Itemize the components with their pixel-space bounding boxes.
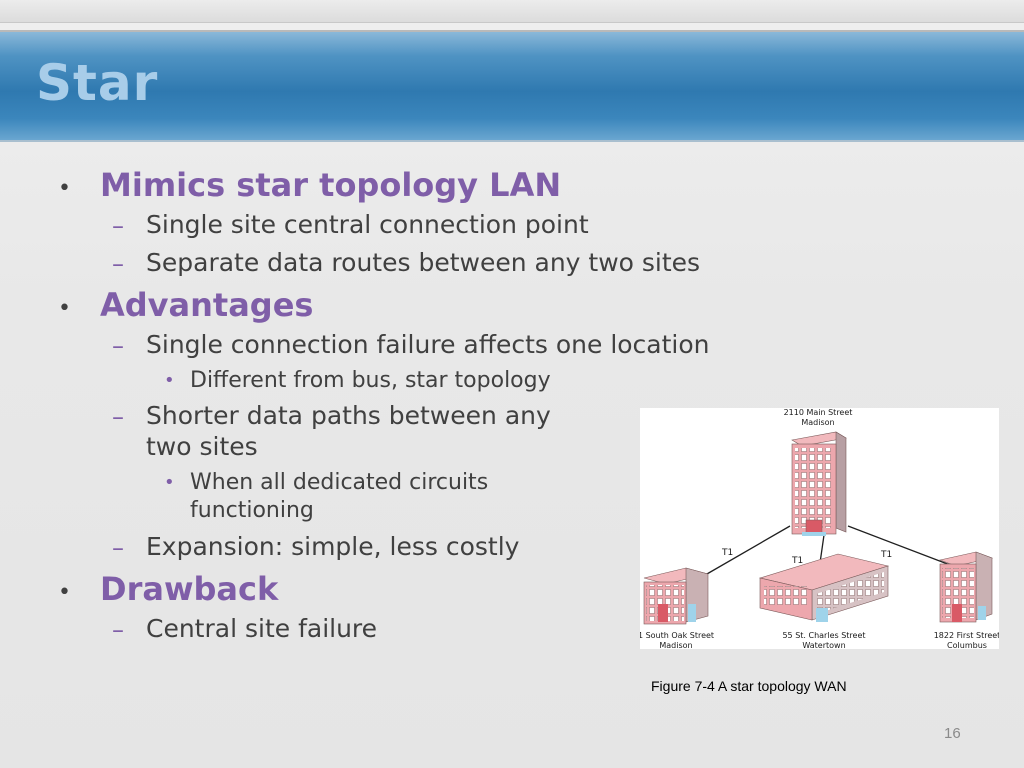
- star-topology-diagram: [640, 408, 999, 649]
- sub-sub-bullet-different: Different from bus, star topology: [190, 368, 551, 393]
- sub-bullet-single-site: Single site central connection point: [146, 210, 589, 239]
- t1-label-middle: T1: [792, 556, 804, 566]
- bullet-advantages: Advantages: [100, 286, 314, 324]
- left-site-city: Madison: [659, 641, 693, 649]
- dash-marker: –: [112, 403, 124, 431]
- sub-bullet-shorter-paths-line1: Shorter data paths between any: [146, 401, 551, 430]
- slide-title: Star: [36, 54, 159, 112]
- dash-marker: –: [112, 250, 124, 278]
- central-site-city: Madison: [801, 418, 835, 427]
- page-number: 16: [944, 725, 961, 742]
- sub-bullet-expansion: Expansion: simple, less costly: [146, 532, 520, 561]
- left-site-street: 1 South Oak Street: [640, 631, 715, 640]
- link-line-left: [700, 526, 790, 578]
- middle-site-street: 55 St. Charles Street: [782, 631, 866, 640]
- figure-caption: Figure 7-4 A star topology WAN: [651, 678, 847, 694]
- dash-marker: –: [112, 534, 124, 562]
- bullet-marker: •: [58, 296, 71, 321]
- central-site-street: 2110 Main Street: [783, 408, 853, 417]
- t1-label-left: T1: [722, 548, 734, 558]
- right-site-street: 1822 First Street: [933, 631, 999, 640]
- dash-marker: –: [112, 212, 124, 240]
- sub-bullet-central-failure: Central site failure: [146, 614, 378, 643]
- dash-marker: –: [112, 616, 124, 644]
- bullet-marker: •: [58, 176, 71, 201]
- right-site-city: Columbus: [947, 641, 987, 649]
- left-building: [644, 568, 708, 624]
- sub-sub-bullet-dedicated-line2: functioning: [190, 498, 314, 523]
- dash-marker: –: [112, 332, 124, 360]
- sub-bullet-separate-routes: Separate data routes between any two sites: [146, 248, 701, 277]
- star-topology-figure: [640, 408, 999, 649]
- sub-sub-bullet-dedicated-line1: When all dedicated circuits: [190, 470, 489, 495]
- bullet-drawback: Drawback: [100, 570, 279, 608]
- bullet-marker: •: [164, 370, 175, 391]
- bullet-marker: •: [164, 472, 175, 493]
- central-building: [792, 432, 846, 536]
- right-building: [940, 552, 992, 622]
- t1-label-right: T1: [881, 550, 893, 560]
- middle-site-city: Watertown: [802, 641, 846, 649]
- middle-building: [760, 554, 888, 622]
- sub-bullet-single-failure: Single connection failure affects one location: [146, 330, 710, 359]
- sub-bullet-shorter-paths-line2: two sites: [146, 432, 258, 461]
- bullet-marker: •: [58, 580, 71, 605]
- bullet-mimics-star: Mimics star topology LAN: [100, 166, 562, 204]
